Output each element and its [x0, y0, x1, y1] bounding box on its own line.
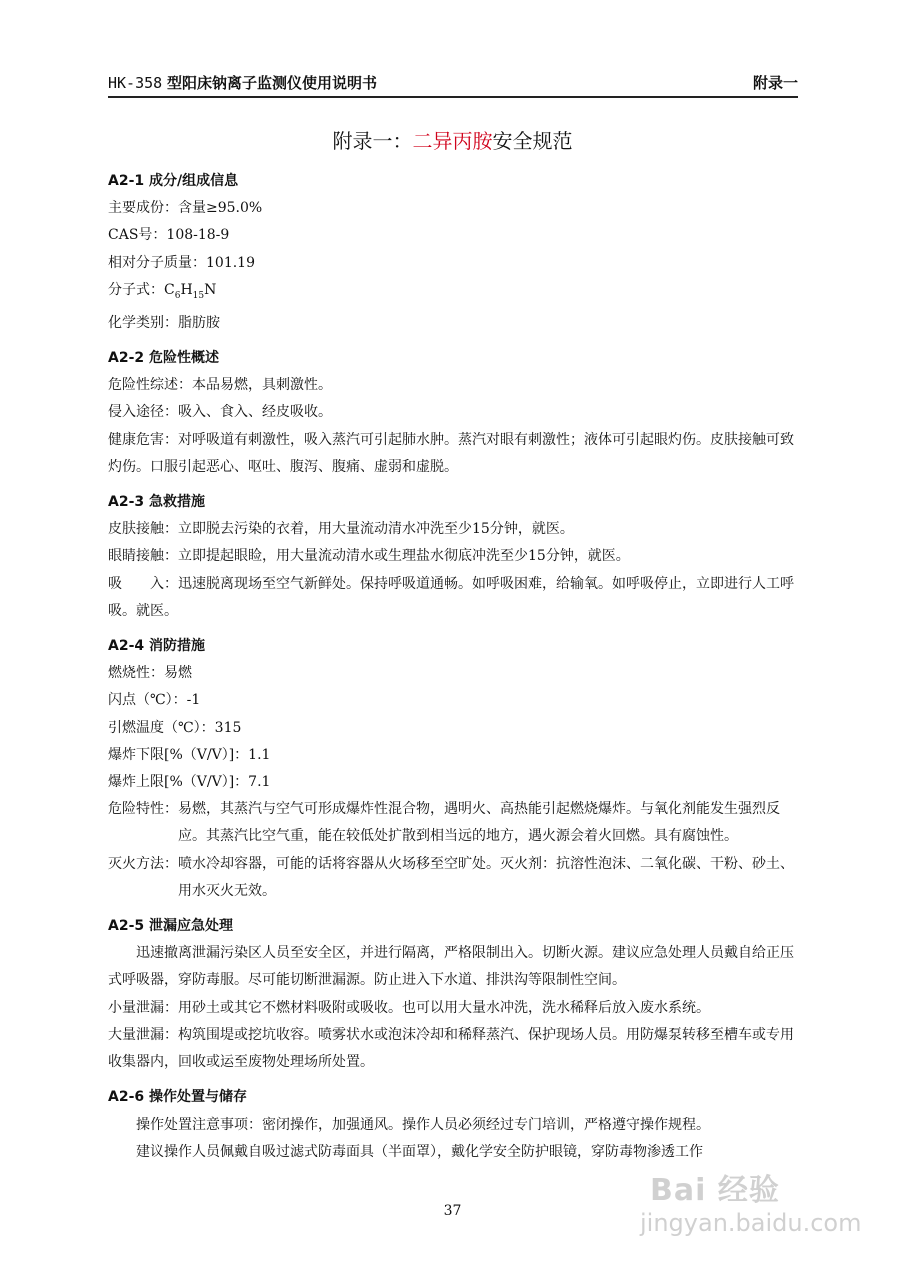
text-paragraph: 吸 入：迅速脱离现场至空气新鲜处。保持呼吸道通畅。如呼吸困难，给输氧。如呼吸停止，立即进行人工呼吸。就医。 — [108, 575, 794, 619]
header-model: HK-358 — [108, 74, 163, 92]
title-prefix: 附录一： — [332, 129, 413, 153]
text-paragraph: 小量泄漏：用砂土或其它不燃材料吸附或吸收。也可以用大量水冲洗，洗水稀释后放入废水系统。 — [108, 999, 710, 1016]
formula-c: C — [164, 281, 175, 298]
header-divider — [108, 96, 798, 98]
watermark-url: jingyan.baidu.com — [640, 1209, 862, 1237]
text-line: 引燃温度（℃）：315 — [108, 719, 242, 736]
page-header — [108, 70, 798, 94]
text-line: 燃烧性：易燃 — [108, 665, 192, 682]
formula-label: 分子式： — [108, 281, 164, 298]
hazard-item — [108, 796, 800, 850]
section-heading: A2-1 成分/组成信息 — [108, 173, 239, 189]
fire-item — [108, 851, 800, 905]
text-paragraph: 建议操作人员佩戴自吸过滤式防毒面具（半面罩），戴化学安全防护眼镜，穿防毒物渗透工作 — [136, 1143, 703, 1160]
text-line: 皮肤接触：立即脱去污染的衣着，用大量流动清水冲洗至少15分钟，就医。 — [108, 521, 574, 538]
title-suffix: 安全规范 — [492, 129, 573, 153]
section-heading: A2-2 危险性概述 — [108, 350, 220, 367]
hazard-text: 易燃，其蒸汽与空气可形成爆炸性混合物，遇明火、高热能引起燃烧爆炸。与氧化剂能发生强烈反应。其蒸汽比空气重，能在较低处扩散到相当远的地方，遇火源会着火回燃。具有腐蚀性。 — [178, 801, 780, 845]
document-body — [108, 168, 800, 1166]
header-doc-title: 型阳床钠离子监测仪使用说明书 — [166, 74, 377, 92]
formula-n: N — [204, 281, 217, 298]
text-paragraph: 迅速撤离泄漏污染区人员至安全区，并进行隔离，严格限制出入。切断火源。建议应急处理人员戴自给正压式呼吸器，穿防毒服。尽可能切断泄漏源。防止进入下水道、排洪沟等限制性空间。 — [108, 945, 794, 989]
title-chemical: 二异丙胺 — [412, 129, 493, 153]
formula-line — [108, 277, 800, 310]
page-title — [0, 125, 905, 154]
text-line: 化学类别：脂肪胺 — [108, 314, 220, 331]
watermark-logo: Bai 经验 — [650, 1173, 780, 1208]
section-heading: A2-3 急救措施 — [108, 494, 206, 511]
text-line: 危险性综述：本品易燃，具刺激性。 — [108, 377, 332, 394]
text-line: 闪点（℃）：-1 — [108, 692, 201, 709]
text-paragraph: 大量泄漏：构筑围堤或挖坑收容。喷雾状水或泡沫冷却和稀释蒸汽、保护现场人员。用防爆泵转移至槽车或专用收集器内，回收或运至废物处理场所处置。 — [108, 1026, 794, 1071]
text-paragraph: 健康危害：对呼吸道有刺激性，吸入蒸汽可引起肺水肿。蒸汽对眼有刺激性；液体可引起眼灼伤。皮肤接触可致灼伤。口服引起恶心、呕吐、腹泻、腹痛、虚弱和虚脱。 — [108, 431, 794, 475]
section-heading: A2-4 消防措施 — [108, 638, 206, 655]
section-heading: A2-5 泄漏应急处理 — [108, 918, 234, 935]
text-line: 爆炸上限[%（V/V）]：7.1 — [108, 774, 271, 791]
text-line: 眼睛接触：立即提起眼睑，用大量流动清水或生理盐水彻底冲洗至少15分钟，就医。 — [108, 548, 630, 565]
section-heading: A2-6 操作处置与储存 — [108, 1089, 248, 1106]
text-line: 爆炸下限[%（V/V）]：1.1 — [108, 746, 271, 763]
fire-label: 灭火方法： — [108, 855, 178, 872]
header-title — [108, 72, 377, 93]
page-number: 37 — [443, 1203, 462, 1219]
formula-h-sub: 15 — [192, 290, 205, 301]
hazard-label: 危险特性： — [108, 801, 178, 818]
text-paragraph: 操作处置注意事项：密闭操作，加强通风。操作人员必须经过专门培训，严格遵守操作规程。 — [136, 1116, 710, 1133]
text-line: CAS号：108-18-9 — [108, 227, 230, 244]
header-section: 附录一 — [752, 74, 798, 92]
text-line: 侵入途径：吸入、食入、经皮吸收。 — [108, 404, 332, 421]
text-line: 主要成份：含量≥95.0% — [108, 200, 263, 217]
text-line: 相对分子质量：101.19 — [108, 254, 255, 271]
fire-text: 喷水冷却容器，可能的话将容器从火场移至空旷处。灭火剂：抗溶性泡沫、二氧化碳、干粉、砂土、用水灭火无效。 — [178, 855, 794, 899]
formula-h: H — [180, 281, 193, 298]
watermark — [630, 1165, 890, 1255]
formula-c-sub: 6 — [174, 290, 181, 301]
